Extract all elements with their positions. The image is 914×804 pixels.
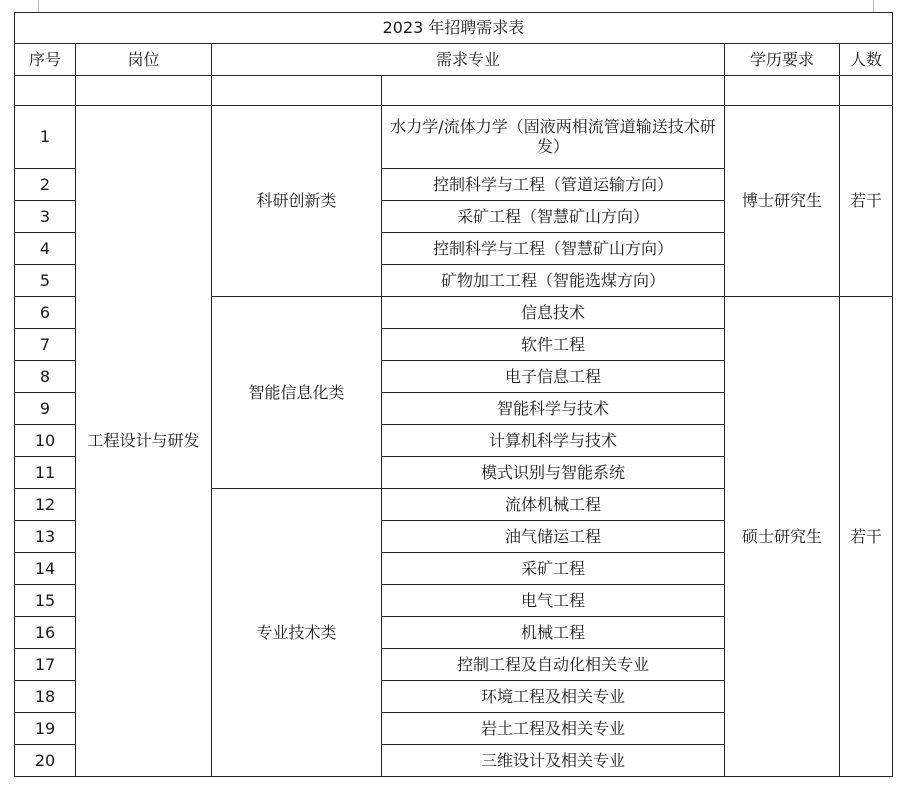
major-cell: 矿物加工工程（智能选煤方向）: [382, 265, 725, 297]
category-cell: 科研创新类: [212, 106, 382, 297]
major-cell: 控制工程及自动化相关专业: [382, 649, 725, 681]
table-title: 2023 年招聘需求表: [15, 13, 893, 44]
row-number: 20: [15, 745, 76, 777]
row-number: 7: [15, 329, 76, 361]
row-number: 10: [15, 425, 76, 457]
major-cell: 控制科学与工程（智慧矿山方向）: [382, 233, 725, 265]
row-number: 16: [15, 617, 76, 649]
header-degree: 学历要求: [725, 44, 840, 76]
row-number: 4: [15, 233, 76, 265]
category-cell: 智能信息化类: [212, 297, 382, 489]
row-number: 5: [15, 265, 76, 297]
major-cell: 控制科学与工程（管道运输方向）: [382, 169, 725, 201]
row-number: 8: [15, 361, 76, 393]
header-count: 人数: [840, 44, 893, 76]
count-cell: 若干: [840, 297, 893, 777]
count-cell: 若干: [840, 106, 893, 297]
row-number: 12: [15, 489, 76, 521]
major-cell: 流体机械工程: [382, 489, 725, 521]
row-number: 11: [15, 457, 76, 489]
degree-cell: 博士研究生: [725, 106, 840, 297]
degree-cell: 硕士研究生: [725, 297, 840, 777]
row-number: 3: [15, 201, 76, 233]
header-major: 需求专业: [212, 44, 725, 76]
major-cell: 采矿工程（智慧矿山方向）: [382, 201, 725, 233]
row-number: 14: [15, 553, 76, 585]
major-cell: 模式识别与智能系统: [382, 457, 725, 489]
header-position: 岗位: [76, 44, 212, 76]
blank-row: [15, 76, 893, 106]
major-cell: 水力学/流体力学（固液两相流管道输送技术研发）: [382, 106, 725, 169]
row-number: 9: [15, 393, 76, 425]
major-cell: 智能科学与技术: [382, 393, 725, 425]
row-number: 17: [15, 649, 76, 681]
position-cell: 工程设计与研发: [76, 106, 212, 777]
blank-cell: [76, 76, 212, 106]
major-cell: 油气储运工程: [382, 521, 725, 553]
row-number: 19: [15, 713, 76, 745]
header-index: 序号: [15, 44, 76, 76]
row-number: 18: [15, 681, 76, 713]
row-number: 13: [15, 521, 76, 553]
major-cell: 电子信息工程: [382, 361, 725, 393]
row-number: 15: [15, 585, 76, 617]
major-cell: 软件工程: [382, 329, 725, 361]
major-cell: 机械工程: [382, 617, 725, 649]
recruitment-table: [14, 12, 893, 777]
blank-cell: [212, 76, 382, 106]
blank-cell: [382, 76, 725, 106]
major-cell: 环境工程及相关专业: [382, 681, 725, 713]
major-cell: 采矿工程: [382, 553, 725, 585]
major-cell: 三维设计及相关专业: [382, 745, 725, 777]
row-number: 1: [15, 106, 76, 169]
page-corner-mark-left: [38, 0, 39, 12]
blank-cell: [15, 76, 76, 106]
major-cell: 岩土工程及相关专业: [382, 713, 725, 745]
blank-cell: [840, 76, 893, 106]
page-corner-mark-right: [873, 0, 874, 12]
major-cell: 电气工程: [382, 585, 725, 617]
row-number: 6: [15, 297, 76, 329]
blank-cell: [725, 76, 840, 106]
major-cell: 计算机科学与技术: [382, 425, 725, 457]
row-number: 2: [15, 169, 76, 201]
major-cell: 信息技术: [382, 297, 725, 329]
category-cell: 专业技术类: [212, 489, 382, 777]
table-row: [15, 106, 893, 169]
